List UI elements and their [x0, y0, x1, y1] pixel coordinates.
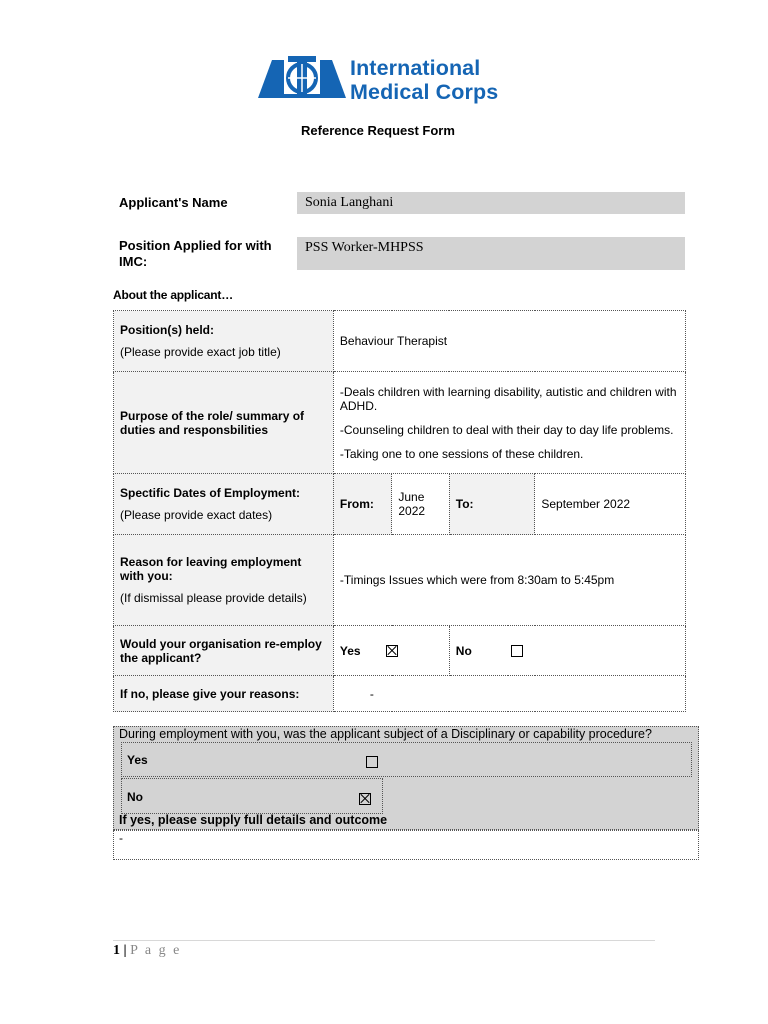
table-row [114, 535, 686, 626]
page-number: 1 [113, 943, 120, 958]
disciplinary-yes-checkbox[interactable] [366, 756, 378, 768]
page-footer [113, 943, 181, 959]
reemploy-no-cell [449, 626, 685, 676]
reemploy-yes-cell [333, 626, 449, 676]
disciplinary-yes-box [121, 742, 692, 777]
positions-held-label: Position(s) held: [120, 323, 214, 337]
reemploy-no-checkbox[interactable] [511, 645, 523, 657]
form-title: Reference Request Form [301, 123, 455, 138]
no-reasons-value[interactable]: - [333, 676, 685, 712]
purpose-label: Purpose of the role/ summary of duties and responsbilities [114, 372, 334, 474]
disciplinary-no-checkbox[interactable] [359, 793, 371, 805]
dates-label-cell [114, 474, 334, 535]
from-label: From: [333, 474, 391, 535]
positions-held-label-cell [114, 311, 334, 372]
table-row [114, 676, 686, 712]
page-separator: | [123, 943, 127, 958]
page-word: P a g e [130, 943, 182, 958]
reemploy-no-label: No [455, 643, 472, 658]
to-value[interactable]: September 2022 [535, 474, 686, 535]
no-reasons-label: If no, please give your reasons: [114, 676, 334, 712]
imc-logo [258, 52, 528, 104]
purpose-line-1: -Deals children with learning disability, autistic and children with ADHD. [339, 384, 677, 413]
position-applied-field[interactable]: PSS Worker-MHPSS [297, 237, 685, 270]
purpose-line-2: -Counseling children to deal with their day to day life problems. [339, 422, 674, 437]
to-label: To: [449, 474, 535, 535]
disciplinary-question: During employment with you, was the applicant subject of a Disciplinary or capability procedure? [119, 727, 652, 741]
purpose-value-cell[interactable] [333, 372, 685, 474]
table-row [114, 311, 686, 372]
leaving-value[interactable]: -Timings Issues which were from 8:30am to 5:45pm [333, 535, 685, 626]
reemploy-label: Would your organisation re-employ the applicant? [114, 626, 334, 676]
disciplinary-details-value: - [119, 831, 123, 845]
leaving-hint: (If dismissal please provide details) [120, 591, 307, 605]
positions-held-value[interactable]: Behaviour Therapist [333, 311, 685, 372]
footer-divider [113, 940, 655, 941]
logo-text-line2: Medical Corps [350, 80, 499, 104]
leaving-label-cell [114, 535, 334, 626]
table-row [114, 474, 686, 535]
positions-held-hint: (Please provide exact job title) [120, 345, 281, 359]
disciplinary-details-label: If yes, please supply full details and outcome [119, 813, 388, 827]
disciplinary-details-field[interactable] [113, 830, 699, 860]
table-row [114, 372, 686, 474]
disciplinary-no-box [121, 778, 383, 814]
disciplinary-yes-label: Yes [127, 753, 148, 767]
dates-hint: (Please provide exact dates) [120, 508, 273, 522]
applicant-name-label: Applicant's Name [119, 195, 228, 210]
applicant-details-table [113, 310, 686, 712]
table-row [114, 626, 686, 676]
applicant-name-field[interactable]: Sonia Langhani [297, 192, 685, 214]
dates-label: Spectific Dates of Employment: [120, 486, 301, 500]
reemploy-yes-checkbox[interactable] [386, 645, 398, 657]
position-applied-label: Position Applied for with IMC: [119, 238, 272, 269]
leaving-label: Reason for leaving employment with you: [120, 555, 302, 583]
from-value[interactable]: June 2022 [392, 474, 449, 535]
disciplinary-no-label: No [127, 790, 143, 804]
purpose-line-3: -Taking one to one sessions of these children. [339, 446, 584, 461]
about-applicant-heading: About the applicant… [113, 288, 233, 302]
imc-emblem-icon [258, 56, 346, 100]
reemploy-yes-label: Yes [339, 643, 361, 658]
logo-text-line1: International [350, 56, 481, 80]
